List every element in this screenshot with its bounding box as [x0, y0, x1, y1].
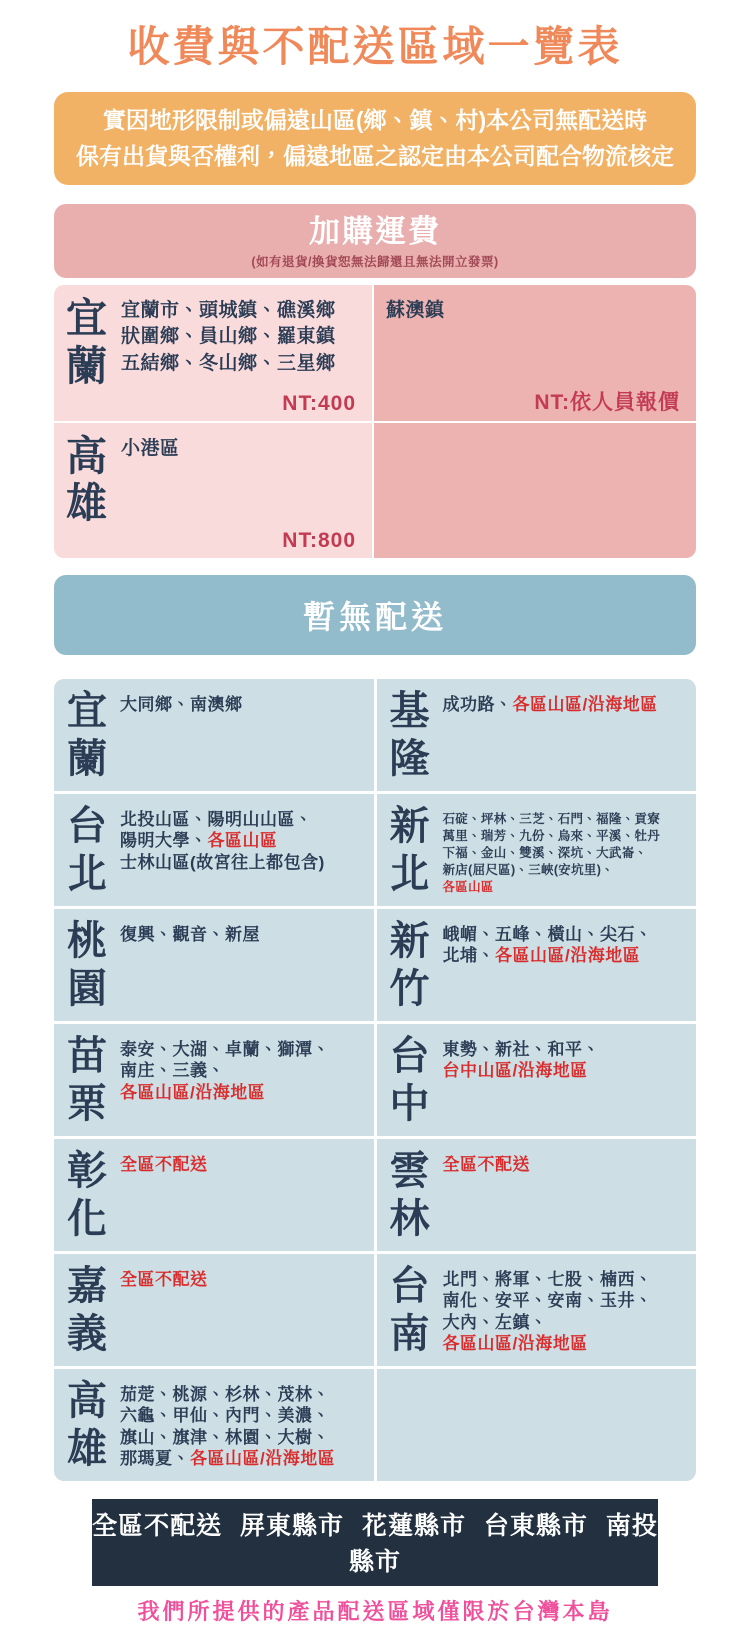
region-label-char: 彰 [67, 1148, 107, 1193]
area-text: 石碇、坪林、三芝、石門、福隆、貢寮 [442, 811, 661, 826]
region-label-char: 北 [67, 851, 107, 896]
region-label [66, 433, 107, 528]
no-delivery-cell [377, 1369, 697, 1481]
region-label-char: 竹 [389, 966, 430, 1011]
area-line [443, 828, 661, 845]
region-label-char: 南 [389, 1311, 430, 1356]
area-list [120, 1032, 330, 1128]
price-tag: NT:400 [282, 391, 356, 415]
area-text: 大內、左鎮、 [442, 1312, 548, 1332]
region-label-char: 宜 [67, 688, 107, 733]
area-line [120, 1039, 330, 1061]
region-label-char: 桃 [67, 918, 107, 963]
restricted-area-text: 全區不配送 [442, 1154, 530, 1174]
restricted-area-text: 各區山區/沿海地區 [495, 946, 641, 966]
no-delivery-cell [377, 794, 697, 906]
region-label [390, 802, 430, 898]
area-list [120, 802, 325, 898]
no-delivery-cell [54, 1024, 374, 1136]
area-line [120, 1269, 208, 1291]
region-label-char: 高 [66, 432, 107, 479]
area-line [120, 852, 325, 874]
no-delivery-cell [377, 909, 697, 1021]
notice-box [54, 92, 696, 185]
notice-line-1: 實因地形限制或偏遠山區(鄉、鎮、村)本公司無配送時 [102, 107, 648, 133]
price-tag: NT:依人員報價 [534, 390, 680, 414]
restricted-area-text: 台中山區/沿海地區 [442, 1061, 588, 1081]
region-label-char: 中 [389, 1081, 430, 1126]
area-line [120, 1405, 335, 1427]
area-line [120, 809, 325, 831]
region-label [390, 1032, 430, 1128]
area-text: 南庄、三義、 [120, 1061, 225, 1081]
region-label [390, 687, 430, 783]
area-line [443, 879, 661, 896]
area-line: 五結鄉、冬山鄉、三星鄉 [121, 352, 336, 374]
no-delivery-cell [54, 909, 374, 1021]
restricted-area-text: 各區山區/沿海地區 [190, 1449, 336, 1469]
footer-bar [92, 1499, 658, 1586]
area-list [443, 1032, 601, 1128]
region-label-char: 蘭 [67, 736, 107, 781]
no-delivery-table [54, 679, 696, 1481]
area-list [443, 1262, 653, 1358]
area-text: 北門、將軍、七股、楠西、 [442, 1269, 653, 1289]
no-delivery-cell [54, 1369, 374, 1481]
surcharge-region-cell [54, 423, 372, 558]
area-line [443, 1290, 653, 1312]
area-text: 萬里、瑞芳、九份、烏來、平溪、牡丹 [442, 828, 661, 843]
region-label [66, 295, 107, 390]
area-line [120, 1427, 335, 1449]
area-text: 峨嵋、五峰、橫山、尖石、 [442, 924, 653, 944]
region-label-char: 雲 [389, 1148, 430, 1193]
area-line [443, 1333, 653, 1355]
restricted-area-text: 各區山區/沿海地區 [512, 694, 658, 714]
surcharge-table [54, 285, 696, 557]
no-delivery-section-header: 暫無配送 [54, 575, 696, 655]
area-text: 茄萣、桃源、杉林、茂林、 [120, 1384, 330, 1404]
area-line [120, 1060, 330, 1082]
area-list [443, 1147, 531, 1243]
area-line: 狀圍鄉、員山鄉、羅東鎮 [121, 326, 336, 348]
area-line [120, 694, 243, 716]
region-label-char: 基 [389, 688, 430, 733]
surcharge-subtitle: (如有退貨/換貨恕無法歸還且無法開立發票) [251, 255, 499, 270]
area-list [120, 1147, 208, 1243]
region-label-char: 栗 [67, 1081, 107, 1126]
region-label [67, 687, 107, 783]
area-list [443, 802, 661, 898]
area-line [120, 1082, 330, 1104]
area-line [120, 924, 260, 946]
no-delivery-cell [377, 1254, 697, 1366]
restricted-area-text: 各區山區 [207, 831, 278, 851]
region-label-char: 蘭 [66, 343, 107, 390]
restricted-area-text: 各區山區/沿海地區 [442, 1334, 588, 1354]
price-tag: NT:800 [282, 528, 356, 552]
no-delivery-cell [54, 679, 374, 791]
region-label [67, 1377, 107, 1473]
area-list [120, 1377, 335, 1473]
region-label-char: 嘉 [67, 1263, 107, 1308]
region-label-char: 台 [389, 1033, 430, 1078]
region-label-char: 台 [389, 1263, 430, 1308]
notice-line-2: 保有出貨與否權利，偏遠地區之認定由本公司配合物流核定 [76, 142, 674, 169]
area-text: 陽明大學、 [120, 831, 208, 851]
area-text: 北投山區、陽明山山區、 [120, 809, 313, 829]
area-line [443, 1154, 531, 1176]
area-line [443, 845, 661, 862]
footer-bar-text: 全區不配送 屏東縣市 花蓮縣市 台東縣市 南投縣市 [92, 1511, 658, 1576]
region-label [67, 1032, 107, 1128]
area-text: 北埔、 [442, 946, 495, 966]
area-text: 南化、安平、安南、玉井、 [442, 1291, 653, 1311]
surcharge-special-cell [374, 423, 696, 558]
area-text: 新店(屈尺區)、三峽(安坑里)、 [442, 863, 614, 878]
area-text: 成功路、 [442, 694, 513, 714]
area-line [443, 1039, 601, 1061]
area-line [120, 830, 325, 852]
area-text: 東勢、新社、和平、 [442, 1039, 600, 1059]
area-list [120, 687, 243, 783]
region-label-char: 北 [389, 851, 430, 896]
area-text: 旗山、旗津、林園、大樹、 [120, 1427, 330, 1447]
area-text: 泰安、大湖、卓蘭、獅潭、 [120, 1039, 330, 1059]
area-list [443, 687, 658, 783]
area-line: 小港區 [121, 437, 180, 459]
region-label [67, 1262, 107, 1358]
region-label-char: 雄 [66, 480, 107, 527]
area-list [386, 295, 445, 390]
area-text: 士林山區(故宮往上都包含) [120, 852, 325, 872]
area-line: 宜蘭市、頭城鎮、礁溪鄉 [121, 300, 336, 322]
region-label-char: 林 [389, 1196, 430, 1241]
region-label-char: 義 [67, 1311, 107, 1356]
region-label [390, 917, 430, 1013]
area-line [443, 862, 661, 879]
region-label [67, 802, 107, 898]
area-text: 大同鄉、南澳鄉 [120, 694, 243, 714]
area-line: 蘇澳鎮 [386, 300, 445, 322]
area-line [443, 1060, 601, 1082]
surcharge-special-cell [374, 285, 696, 420]
footer-note: 我們所提供的產品配送區域僅限於台灣本島 [137, 1598, 613, 1624]
region-label-char: 隆 [389, 736, 430, 781]
no-delivery-cell [377, 1139, 697, 1251]
area-list [121, 295, 336, 390]
region-label-char: 台 [67, 803, 107, 848]
no-delivery-cell [54, 794, 374, 906]
area-text: 那瑪夏、 [120, 1449, 190, 1469]
area-list [121, 433, 180, 528]
restricted-area-text: 全區不配送 [120, 1269, 208, 1289]
area-list [120, 1262, 208, 1358]
surcharge-title: 加購運費 [309, 214, 441, 250]
restricted-area-text: 各區山區/沿海地區 [120, 1082, 266, 1102]
area-text: 下福、金山、雙溪、深坑、大武崙、 [442, 845, 648, 860]
region-label-char: 園 [67, 966, 107, 1011]
region-label-char: 化 [67, 1196, 107, 1241]
no-delivery-cell [54, 1139, 374, 1251]
region-label-char: 高 [67, 1378, 107, 1423]
region-label-char: 雄 [67, 1426, 107, 1471]
surcharge-region-cell [54, 285, 372, 420]
area-line [443, 694, 658, 716]
area-line [443, 945, 653, 967]
area-text: 六龜、甲仙、內門、美濃、 [120, 1406, 330, 1426]
surcharge-section-header [54, 204, 696, 278]
area-list [120, 917, 260, 1013]
page-title: 收費與不配送區域一覽表 [127, 23, 623, 70]
area-line [443, 811, 661, 828]
area-line [443, 1269, 653, 1291]
no-delivery-cell [54, 1254, 374, 1366]
area-line [443, 924, 653, 946]
region-label [67, 917, 107, 1013]
area-line [120, 1448, 335, 1470]
region-label-char: 宜 [66, 295, 107, 342]
no-delivery-cell [377, 679, 697, 791]
region-label [390, 1262, 430, 1358]
region-label-char: 新 [389, 918, 430, 963]
restricted-area-text: 各區山區 [442, 880, 494, 895]
region-label [390, 1147, 430, 1243]
area-text: 復興、觀音、新屋 [120, 924, 260, 944]
area-line [120, 1154, 208, 1176]
area-line [120, 1384, 335, 1406]
region-label [67, 1147, 107, 1243]
restricted-area-text: 全區不配送 [120, 1154, 208, 1174]
area-line [443, 1312, 653, 1334]
region-label-char: 苗 [67, 1033, 107, 1078]
area-list [443, 917, 653, 1013]
no-delivery-cell [377, 1024, 697, 1136]
region-label-char: 新 [389, 803, 430, 848]
